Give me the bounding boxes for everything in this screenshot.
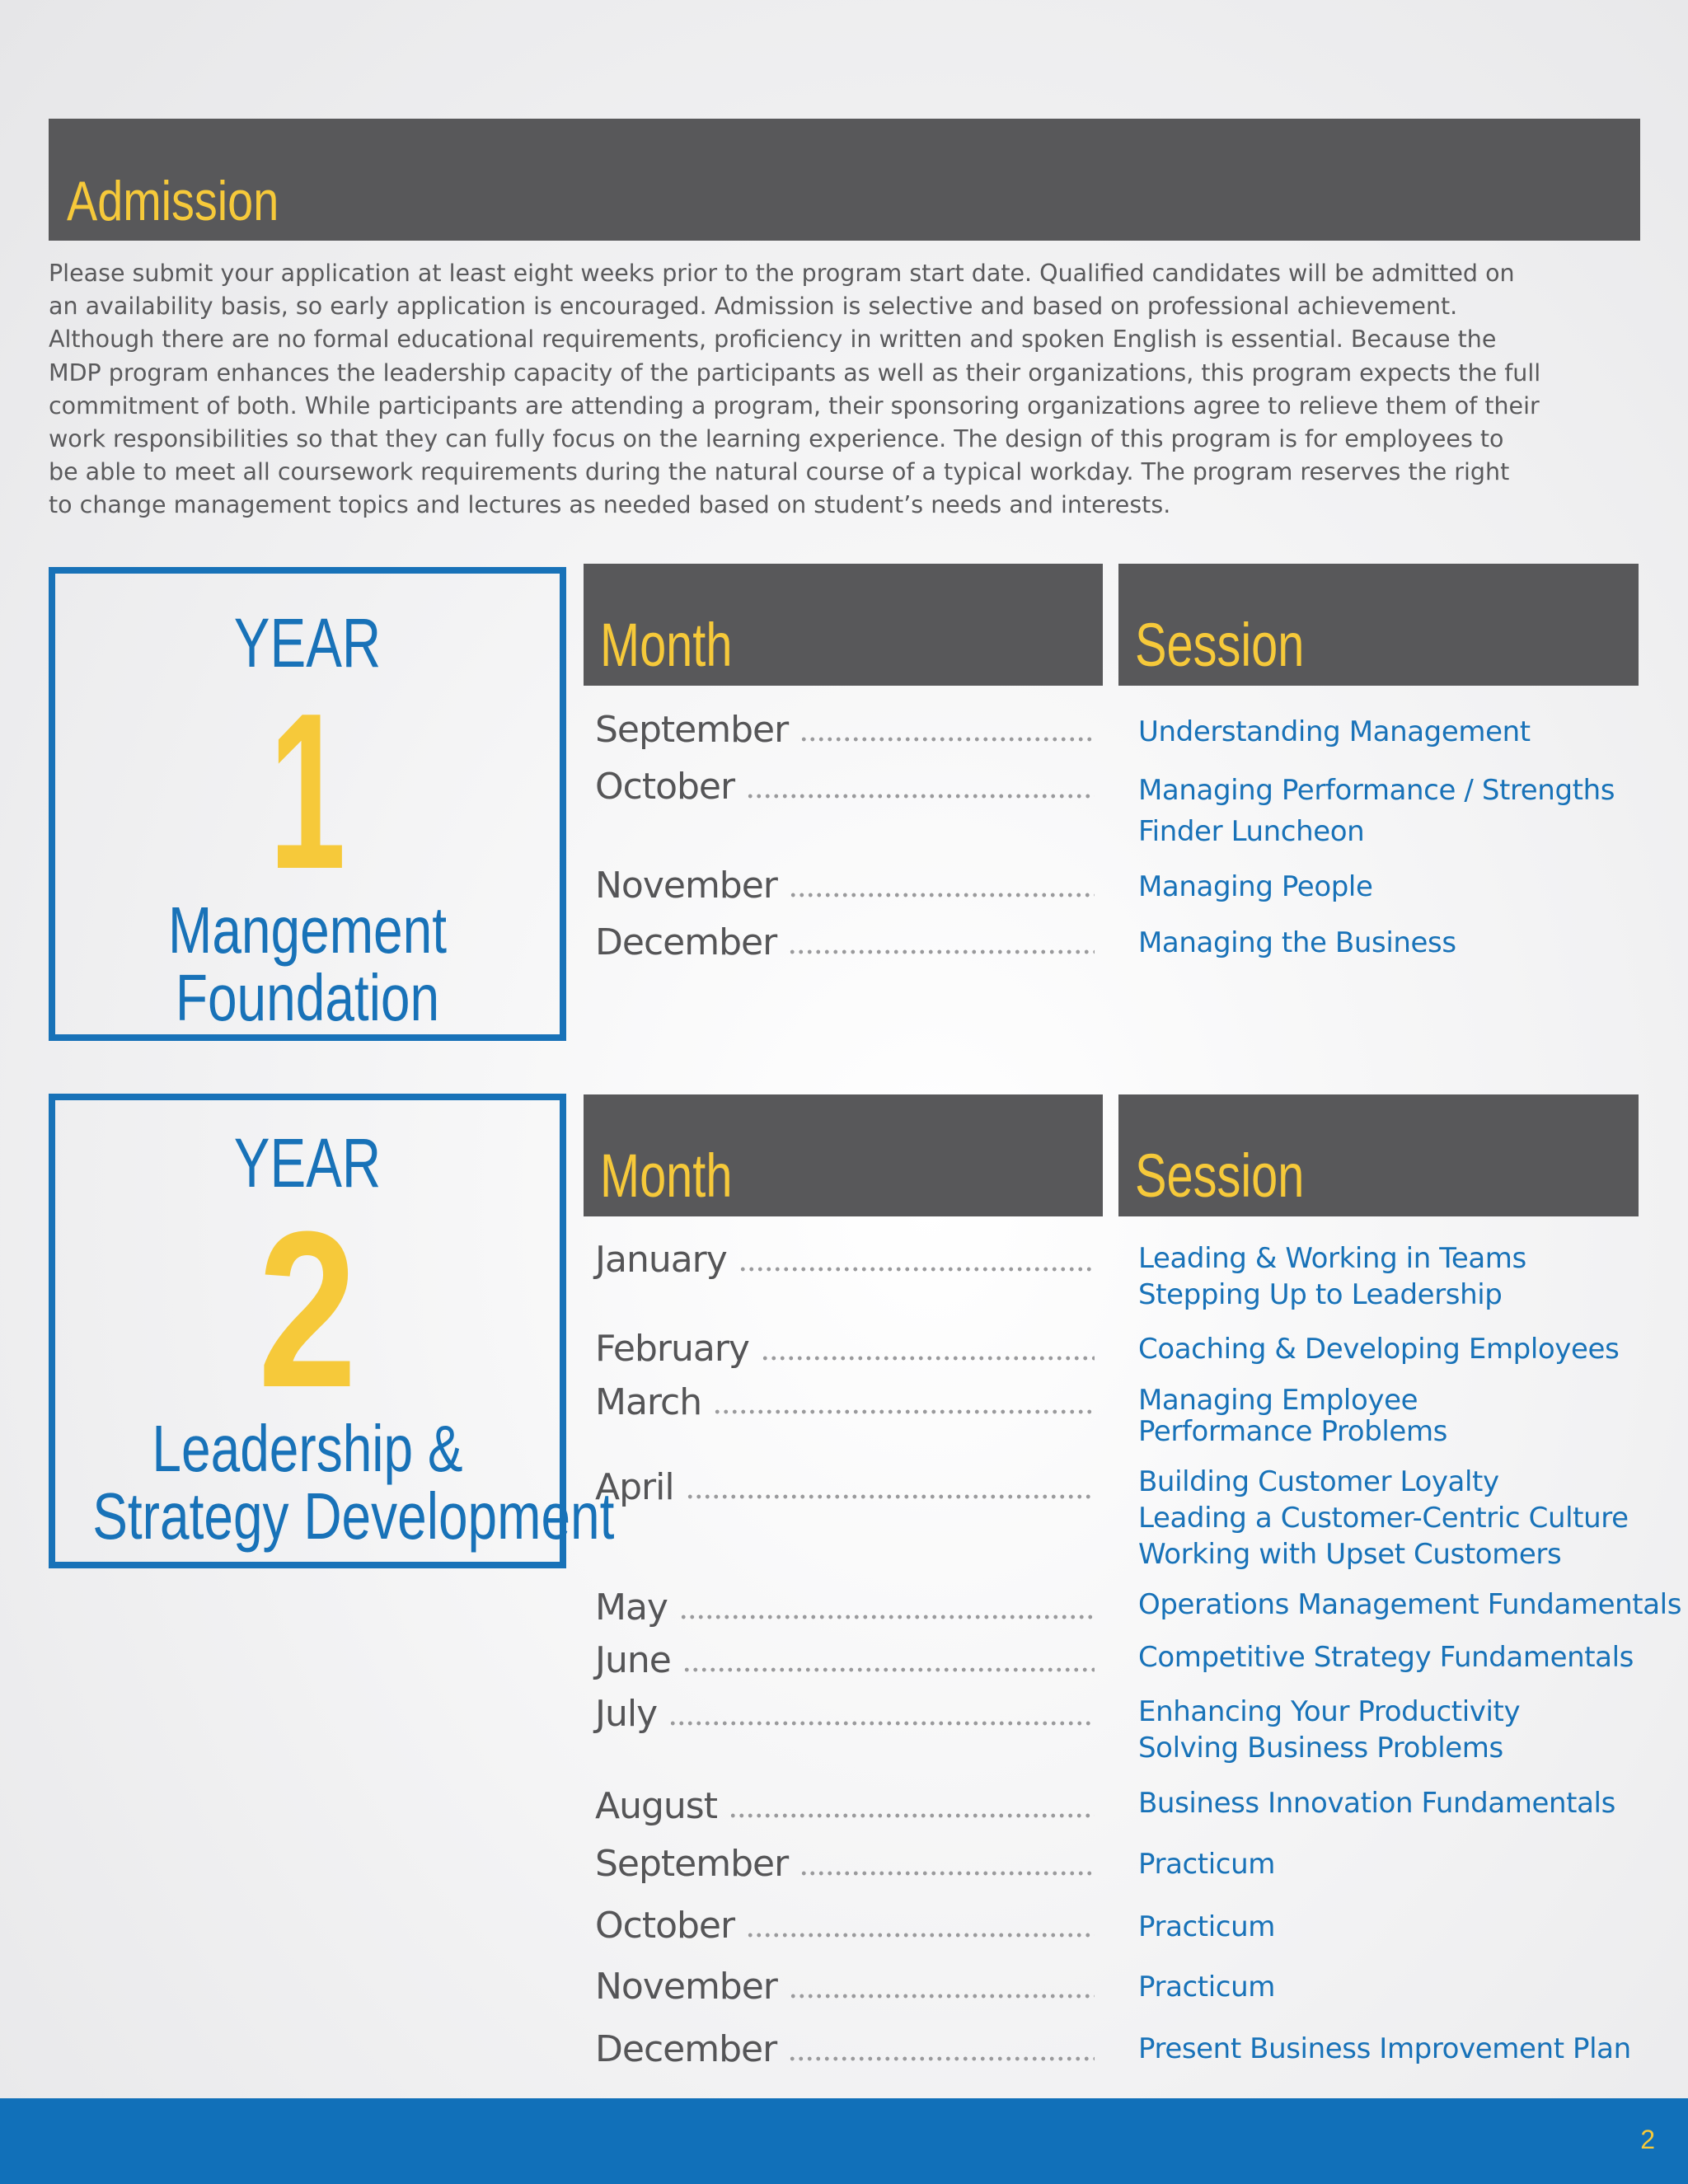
month-name: June [595,1639,671,1681]
year-1-row-month [595,762,1095,808]
year-2-session-header [1118,1094,1639,1216]
year-2-row-session [1138,1331,1666,1367]
year-1-number: 1 [269,668,346,916]
year-1-session-header-label: Session [1135,611,1305,679]
session-title: Managing Employee [1138,1384,1418,1417]
year-2-row-session [1138,1846,1666,1882]
year-1-row-month [595,861,1095,907]
year-1-row-session [1138,925,1666,961]
year-2-row-session [1138,1240,1666,1313]
year-2-label: YEAR [233,1124,382,1202]
year-2-row-month [595,1463,1095,1506]
admission-line: Please submit your application at least eight weeks prior to the program start date. Qualified candidates will be admitted on [49,260,1515,287]
page-number: 2 [1640,2125,1655,2154]
year-2-row-session [1138,2031,1666,2067]
admission-line: MDP program enhances the leadership capacity of the participants as well as their organizations, this program expects the full [49,359,1541,387]
year-1-row-session [1138,714,1666,750]
month-name: July [595,1693,658,1735]
year-1-box [49,567,566,1041]
month-name: December [595,921,777,963]
session-title: Finder Luncheon [1138,815,1365,848]
admission-header-bar [49,119,1640,241]
year-1-row-session [1138,770,1666,852]
year-1-label: YEAR [233,604,382,682]
month-name: August [595,1785,717,1827]
month-name: February [595,1328,749,1370]
year-2-row-month [595,1840,1095,1885]
session-title: Practicum [1138,1971,1275,2004]
dot-leader [686,1494,1095,1499]
year-2-month-header [584,1094,1103,1216]
month-name: January [595,1239,727,1281]
admission-paragraph [49,257,1590,523]
month-name: April [595,1466,674,1508]
year-2-name-line: Strategy Development [92,1479,615,1553]
year-2-session-header-label: Session [1135,1141,1305,1210]
year-2-month-header-label: Month [600,1141,733,1210]
year-2-row-month [595,1901,1095,1947]
admission-line: work responsibilities so that they can fully focus on the learning experience. The design of this program is for employees to [49,425,1504,453]
year-2-row-month [595,1962,1095,2008]
month-name: November [595,1966,777,2008]
year-2-row-session [1138,1969,1666,2005]
dot-leader [788,2056,1095,2061]
year-2-row-month [595,1235,1095,1281]
year-2-row-month [595,1324,1095,1370]
session-title: Managing the Business [1138,926,1456,959]
year-1-row-session [1138,869,1666,905]
year-2-row-session [1138,1385,1666,1447]
year-1-month-header [584,564,1103,686]
session-title: Working with Upset Customers [1138,1538,1562,1571]
session-title: Leading & Working in Teams [1138,1242,1526,1275]
year-2-row-month [595,1583,1095,1629]
admission-line: an availability basis, so early application is encouraged. Admission is selective and based on professional achievement. [49,293,1458,321]
year-2-number: 2 [257,1186,358,1434]
session-title: Operations Management Fundamentals [1138,1588,1682,1621]
dot-leader [761,1356,1095,1361]
admission-line: Although there are no formal educational requirements, proficiency in written and spoken English is essential. Because the [49,326,1497,354]
dot-leader [789,1994,1095,1999]
year-2-row-month [595,1690,1095,1735]
session-title: Business Innovation Fundamentals [1138,1787,1615,1820]
session-title: Present Business Improvement Plan [1138,2032,1631,2065]
year-2-row-session [1138,1785,1666,1821]
year-2-row-session [1138,1586,1682,1623]
dot-leader [729,1813,1095,1818]
dot-leader [668,1721,1095,1726]
year-2-program-name [92,1412,615,1553]
year-2-row-session [1138,1909,1666,1945]
dot-leader [682,1667,1095,1672]
year-1-row-month [595,918,1095,961]
session-title: Coaching & Developing Employees [1138,1333,1620,1366]
admission-title: Admission [67,170,279,232]
year-1-row-month [595,705,1095,751]
session-title: Practicum [1138,1910,1275,1943]
admission-line: commitment of both. While participants are attending a program, their sponsoring organizations agree to relieve them of their [49,391,1540,419]
session-title: Performance Problems [1138,1415,1447,1448]
session-title: Solving Business Problems [1138,1732,1503,1765]
year-2-row-month [595,2025,1095,2068]
month-name: September [595,709,789,751]
year-1-session-header [1118,564,1639,686]
session-title: Enhancing Your Productivity [1138,1695,1521,1728]
dot-leader [738,1267,1095,1272]
month-name: October [595,1905,735,1947]
year-2-box [49,1094,615,1568]
admission-line: be able to meet all coursework requirements during the natural course of a typical workday. The program reserves the right [49,458,1510,486]
dot-leader [746,794,1095,799]
session-title: Leading a Customer-Centric Culture [1138,1502,1629,1535]
month-name: May [595,1586,668,1629]
dot-leader [788,949,1095,954]
session-title: Building Customer Loyalty [1138,1465,1499,1498]
year-2-row-month [595,1378,1095,1421]
dot-leader [799,1871,1095,1876]
session-title: Understanding Management [1138,715,1531,748]
year-2-row-session [1138,1694,1666,1766]
session-title: Stepping Up to Leadership [1138,1278,1503,1311]
month-name: December [595,2028,777,2070]
year-1-name-line: Mangement [168,893,447,967]
dot-leader [746,1933,1095,1938]
admission-line: to change management topics and lectures as needed based on student’s needs and interests. [49,491,1171,519]
month-name: March [595,1381,702,1423]
year-2-row-month [595,1782,1095,1825]
dot-leader [679,1615,1095,1619]
month-name: October [595,766,735,808]
year-2-row-month [595,1636,1095,1679]
year-1-month-header-label: Month [600,611,733,679]
month-name: November [595,865,777,907]
footer-bar [0,2098,1688,2184]
dot-leader [799,737,1095,742]
session-title: Competitive Strategy Fundamentals [1138,1641,1634,1674]
year-1-program-name [92,893,523,1034]
session-title: Managing People [1138,870,1373,903]
dot-leader [713,1409,1095,1414]
year-2-name-line: Leadership & [152,1412,463,1485]
year-2-row-session [1138,1639,1666,1675]
year-2-row-session [1138,1464,1666,1572]
dot-leader [789,893,1095,898]
month-name: September [595,1843,789,1885]
session-title: Practicum [1138,1848,1275,1881]
session-title: Managing Performance / Strengths [1138,774,1615,807]
year-1-name-line: Foundation [175,960,440,1034]
